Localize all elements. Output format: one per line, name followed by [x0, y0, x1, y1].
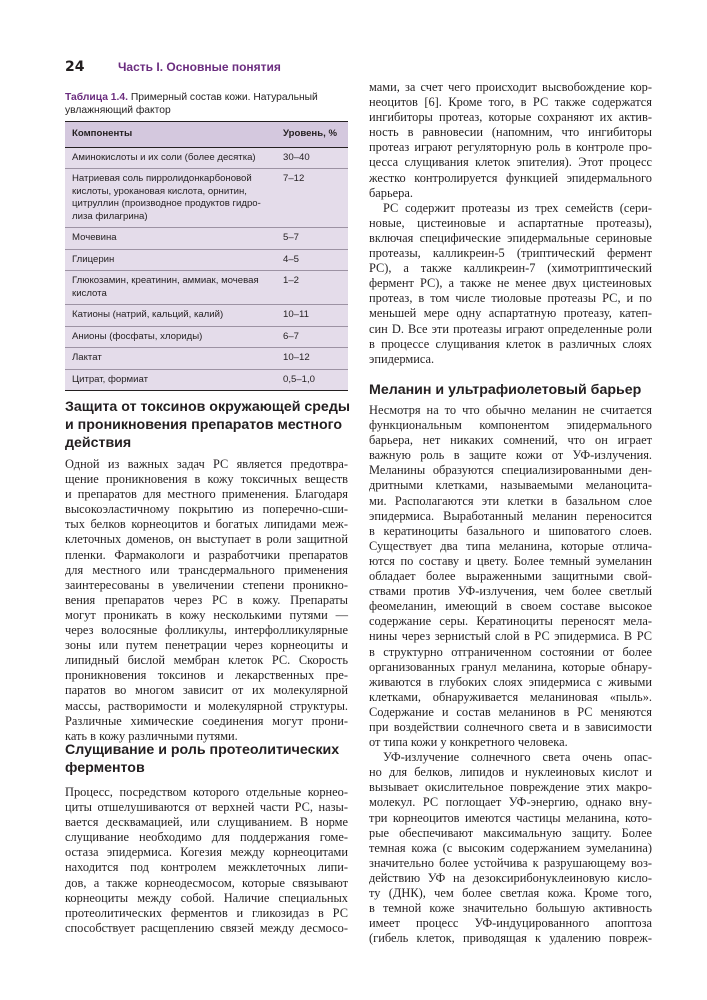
- text-line: эпидермиса. Выработанный меланин переносится: [369, 508, 652, 523]
- heading-line: действия: [65, 435, 132, 451]
- text-line: пленки. Фармакологи и разработчики препаратов: [65, 547, 348, 562]
- paragraph: [65, 457, 348, 744]
- table-row: [65, 148, 348, 170]
- text-line: слущивание необходимо для поддержания гоме-: [65, 830, 348, 845]
- text-line: Процесс, посредством которого отдельные корнео-: [65, 785, 348, 799]
- text-line: имеет процесс УФ-индуцированного апоптоза: [369, 916, 652, 931]
- text-line: фермент РС), а также не менее двух цистеиновых: [369, 276, 652, 291]
- text-line: включая специфические эпидермальные сериновые: [369, 230, 652, 245]
- text-line: Существует два типа меланина, которые отлича-: [369, 538, 652, 553]
- section-heading-desquamation: [65, 741, 339, 777]
- table-caption-label: Таблица 1.4.: [65, 92, 128, 103]
- table-row: [65, 271, 348, 305]
- section-heading-toxins: [65, 398, 350, 452]
- text-line: заинтересованы в увеличении степени проникно-: [65, 577, 348, 592]
- text-line: через волосяные фолликулы, интерфолликулярные: [65, 623, 348, 638]
- text-line: щение проникновения в кожу токсичных веществ: [65, 472, 348, 487]
- column-header-components: Компоненты: [72, 128, 133, 139]
- text-block-melanin: [369, 403, 652, 946]
- text-line: в процессе слущивания клеток в различных слоях: [369, 336, 652, 351]
- heading-line: и проникновения препаратов местного: [65, 417, 343, 433]
- component-cell: Лактат: [72, 352, 102, 363]
- text-line: зоны или путем пенетрации через корнеоциты и: [65, 638, 348, 653]
- text-line: при воздействии солнечного света и в зависимости: [369, 719, 652, 734]
- text-line: ингибиторы протеаз, которые сохраняют их актив-: [369, 110, 652, 125]
- text-line: корнеоциты между собой. Наличие специальных: [65, 890, 348, 905]
- text-line: тых белков корнеоцитов и богатых липидами меж-: [65, 517, 348, 532]
- text-line: новые, цистеиновые и аспартатные протеазы),: [369, 215, 652, 230]
- text-block-toxins: [65, 457, 348, 744]
- text-line: вения препаратов через РС в кожу. Препараты: [65, 592, 348, 607]
- text-line: Содержание и состав меланинов в РС меняются: [369, 704, 652, 719]
- component-cell: Анионы (фосфаты, хлориды): [72, 330, 203, 342]
- text-line: остаза эпидермиса. Когезия между корнеоцитами: [65, 845, 348, 860]
- text-line: РС содержит протеазы из трех семейств (сери-: [383, 200, 652, 215]
- text-line: вается десквамацией, или слущиванием. В норме: [65, 815, 348, 830]
- component-cell: Цитрат, формиат: [72, 373, 149, 385]
- text-line: кать в кожу различными путями.: [65, 728, 238, 743]
- text-line: Несмотря на то что обычно меланин не считается: [369, 403, 652, 417]
- level-cell: 7–12: [283, 173, 305, 184]
- text-line: организованных гранул меланина, которые обнару-: [369, 659, 652, 674]
- text-block-desquamation: [65, 785, 348, 936]
- text-line: для местного или трансдермального применения: [65, 562, 348, 577]
- text-line: и препаратов для местного применения. Благодаря: [65, 487, 348, 502]
- text-line: важную роль в защите кожи от УФ-излучения.: [369, 448, 652, 463]
- level-cell: 30–40: [283, 151, 310, 163]
- text-line: (гибель клеток, приводящая к удалению повреж-: [369, 931, 652, 946]
- level-cell: 4–5: [283, 253, 300, 265]
- text-line: способствует расщеплению связей между десмосо-: [65, 920, 348, 935]
- text-line: син D. Все эти протеазы играют определенные роли: [369, 321, 652, 336]
- heading-line: Слущивание и роль протеолитических: [65, 742, 340, 758]
- table-header-row: [65, 122, 348, 148]
- paragraph: [369, 403, 652, 750]
- text-line: высокоэластичному покрытию из поперечно-сши-: [65, 502, 348, 517]
- level-cell: 6–7: [283, 330, 300, 342]
- text-line: от типа кожи у конкретного человека.: [369, 735, 568, 750]
- component-cell: Мочевина: [72, 232, 117, 243]
- text-line: липидный бислой мембран клеток РС. Скорость: [65, 653, 348, 668]
- text-line: мами, за счет чего происходит высвобождение кор-: [369, 80, 652, 94]
- text-line: барьера, нет никаких сомнений, что он играет: [369, 433, 652, 448]
- text-line: живаются в глубоких слоях эпидермиса с живыми: [369, 674, 652, 689]
- text-line: циты отшелушиваются от верхней части РС, назы-: [65, 800, 348, 815]
- level-cell: 5–7: [283, 232, 300, 243]
- paragraph: [65, 785, 348, 936]
- text-line: эпидермиса.: [369, 351, 435, 366]
- text-line: три корнеоцитов имеются частицы меланина, кото-: [369, 810, 652, 825]
- table-caption-text: Примерный состав кожи. Натуральный увлажняющий фактор: [65, 92, 318, 116]
- text-line: меньшей мере одну аспартатную протеазу, катеп-: [369, 306, 652, 321]
- text-line: ность в равновесии (напомним, что ингибиторы: [369, 125, 652, 140]
- level-cell: 10–11: [283, 309, 309, 320]
- text-line: массы, растворимости и молекулярной структуры.: [65, 698, 348, 713]
- table-row: [65, 305, 348, 327]
- table-row: [65, 169, 348, 228]
- component-cell: Натриевая соль пирролидонкарбоновой кислоты, урокановая кислота, орнитин, цитруллин (производное продуктов гидро-лиза филагрина): [72, 173, 261, 222]
- level-cell: 1–2: [283, 275, 300, 286]
- text-line: неоцитов [6]. Кроме того, в РС также содержатся: [369, 95, 652, 110]
- text-line: протеолитических ферментов и гликозидаз в РС: [65, 905, 348, 920]
- component-cell: Глюкозамин, креатинин, аммиак, мочевая кислота: [72, 275, 259, 299]
- text-line: феомеланин, имеющий в своем составе высокое: [369, 599, 652, 614]
- text-line: жестко контролируется функцией эпидермального: [369, 170, 652, 185]
- text-line: Различные химические соединения могут прони-: [65, 713, 348, 728]
- table-row: [65, 370, 348, 391]
- text-line: ются по составу и цвету. Более темный эумеланин: [369, 553, 652, 568]
- component-cell: Катионы (натрий, кальций, калий): [72, 309, 224, 320]
- table-row: [65, 327, 348, 349]
- text-line: в кератиноциты базального и шиповатого слоев.: [369, 523, 652, 538]
- text-line: молекул. РС поглощает УФ-энергию, однако вну-: [369, 795, 652, 810]
- text-line: функциональным компонентом эпидермального: [369, 418, 652, 433]
- text-line: ми. Располагаются эти клетки в базальном слое: [369, 493, 652, 508]
- component-cell: Аминокислоты и их соли (более десятка): [72, 151, 256, 163]
- text-line: проникновения токсинов и лекарственных пре-: [65, 668, 348, 683]
- text-line: паратов во многом зависит от их молекулярной: [65, 683, 348, 698]
- text-line: вызывает окислительное повреждение этих макро-: [369, 780, 652, 795]
- text-line: ствами против УФ-излучения, чем более светлый: [369, 584, 652, 599]
- composition-table: [65, 121, 348, 391]
- text-line: значительно более устойчива к разрушающему воз-: [369, 855, 652, 870]
- text-line: протеаз играют регуляторную роль в контроле про-: [369, 140, 652, 155]
- text-line: РС), а также калликреин-7 (химотриптический: [369, 261, 652, 276]
- text-line: в структурно отграниченном состоянии от более: [369, 644, 652, 659]
- column-header-level: Уровень, %: [283, 128, 337, 139]
- text-line: рые обеспечивают максимальную защиту. Более: [369, 825, 652, 840]
- text-line: протеазы, калликреин-5 (триптический фермент: [369, 246, 652, 261]
- text-line: могут проникать в кожу несколькими путями —: [65, 607, 348, 622]
- text-line: находится под контролем межклеточных липи-: [65, 860, 348, 875]
- text-line: темная кожа (с высоким содержанием эумеланина): [369, 840, 652, 855]
- text-line: в темной коже значительно большую активность: [369, 901, 652, 916]
- text-line: цесса слущивания клеток эпителия). Этот процесс: [369, 155, 652, 170]
- text-line: нины через зернистый слой в РС эпидермиса. В РС: [369, 629, 652, 644]
- text-line: обладает более выраженными защитными свой-: [369, 569, 652, 584]
- paragraph: [369, 80, 652, 201]
- text-line: Меланины образуются специализированными ден-: [369, 463, 652, 478]
- running-title: Часть I. Основные понятия: [118, 60, 281, 74]
- level-cell: 10–12: [283, 352, 310, 363]
- paragraph: [369, 750, 652, 946]
- section-heading-melanin: [369, 381, 641, 399]
- text-line: содержание серы. Кератиноциты переносят мела-: [369, 614, 652, 629]
- text-line: но для белков, липидов и нуклеиновых кислот и: [369, 765, 652, 780]
- heading-line: Защита от токсинов окружающей среды: [65, 399, 350, 415]
- text-line: ту (ДНК), чем более светлая кожа. Кроме того,: [369, 886, 652, 900]
- heading-line: Меланин и ультрафиолетовый барьер: [369, 382, 642, 398]
- text-block-proteases: [369, 80, 652, 367]
- text-line: действию УФ на дезоксирибонуклеиновую кисло-: [369, 870, 652, 885]
- text-line: УФ-излучение солнечного света очень опас-: [383, 750, 652, 765]
- text-line: клетками, обнаруживается меланиновая «пыль».: [369, 689, 652, 704]
- table-caption: [65, 91, 350, 117]
- text-line: дов, а также корнеодесмосом, которые связывают: [65, 875, 348, 890]
- text-line: барьера.: [369, 185, 413, 200]
- page-number: 24: [65, 59, 85, 75]
- level-cell: 0,5–1,0: [283, 373, 316, 385]
- text-line: Одной из важных задач РС является предотвра-: [65, 457, 348, 471]
- text-line: протеаз, в том числе тиоловые протеазы РС, и по: [369, 291, 652, 306]
- table-row: [65, 348, 348, 370]
- heading-line: ферментов: [65, 760, 145, 776]
- table-row: [65, 250, 348, 272]
- paragraph: [369, 201, 652, 367]
- component-cell: Глицерин: [72, 253, 115, 265]
- text-line: клеточных доменов, он выступает в роли защитной: [65, 532, 348, 547]
- table-row: [65, 228, 348, 250]
- text-line: дритными клетками, называемыми меланоцита-: [369, 478, 652, 493]
